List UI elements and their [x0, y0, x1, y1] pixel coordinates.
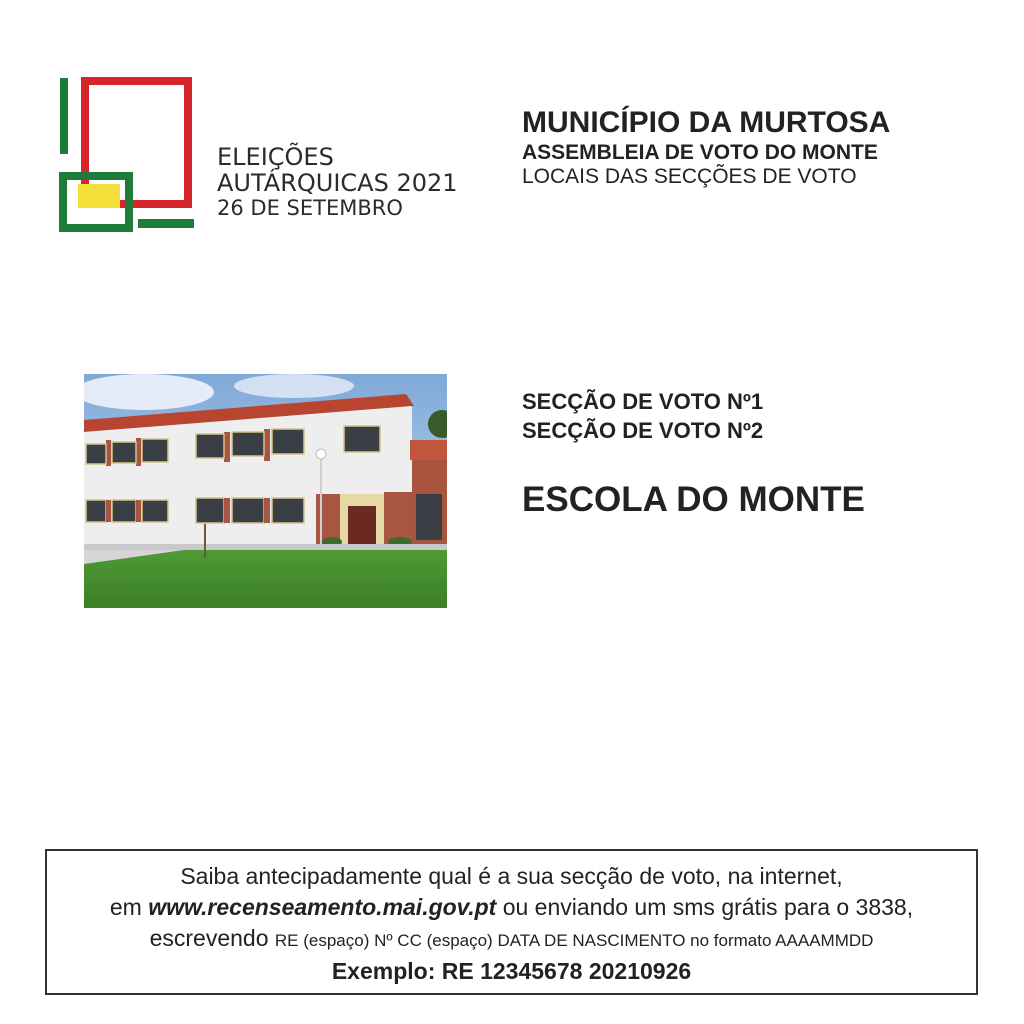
logo-line-3: 26 DE SETEMBRO — [217, 195, 403, 220]
info-line-3-pre: escrevendo — [149, 925, 275, 951]
section-item: SECÇÃO DE VOTO Nº1 — [522, 389, 764, 414]
school-name: ESCOLA DO MONTE — [522, 480, 865, 519]
header — [522, 106, 890, 189]
assembly-title: ASSEMBLEIA DE VOTO DO MONTE — [522, 140, 878, 164]
info-line-2-post: ou enviando um sms grátis para o 3838, — [496, 894, 914, 920]
info-line-2-pre: em — [109, 894, 149, 920]
locations-subtitle: LOCAIS DAS SECÇÕES DE VOTO — [522, 165, 857, 189]
logo-line-1: ELEIÇÕES — [217, 143, 334, 171]
info-line-1: Saiba antecipadamente qual é a sua secção de voto, na internet, — [180, 863, 843, 889]
logo-text — [217, 145, 458, 219]
sms-example: Exemplo: RE 12345678 20210926 — [331, 958, 692, 984]
logo-line-2: AUTÁRQUICAS 2021 — [217, 168, 458, 197]
recenseamento-link[interactable]: www.recenseamento.mai.gov.pt — [148, 894, 497, 920]
elections-logo-icon — [58, 76, 198, 236]
municipality-title: MUNICÍPIO DA MURTOSA — [522, 106, 891, 139]
voting-sections — [522, 388, 763, 445]
info-line-3 — [47, 923, 976, 956]
school-building-photo — [84, 374, 447, 608]
section-item: SECÇÃO DE VOTO Nº2 — [522, 417, 764, 443]
sms-format: RE (espaço) Nº CC (espaço) DATA DE NASCIMENTO no formato AAAAMMDD — [274, 931, 874, 950]
info-line-2 — [47, 892, 976, 923]
info-box — [45, 849, 978, 995]
